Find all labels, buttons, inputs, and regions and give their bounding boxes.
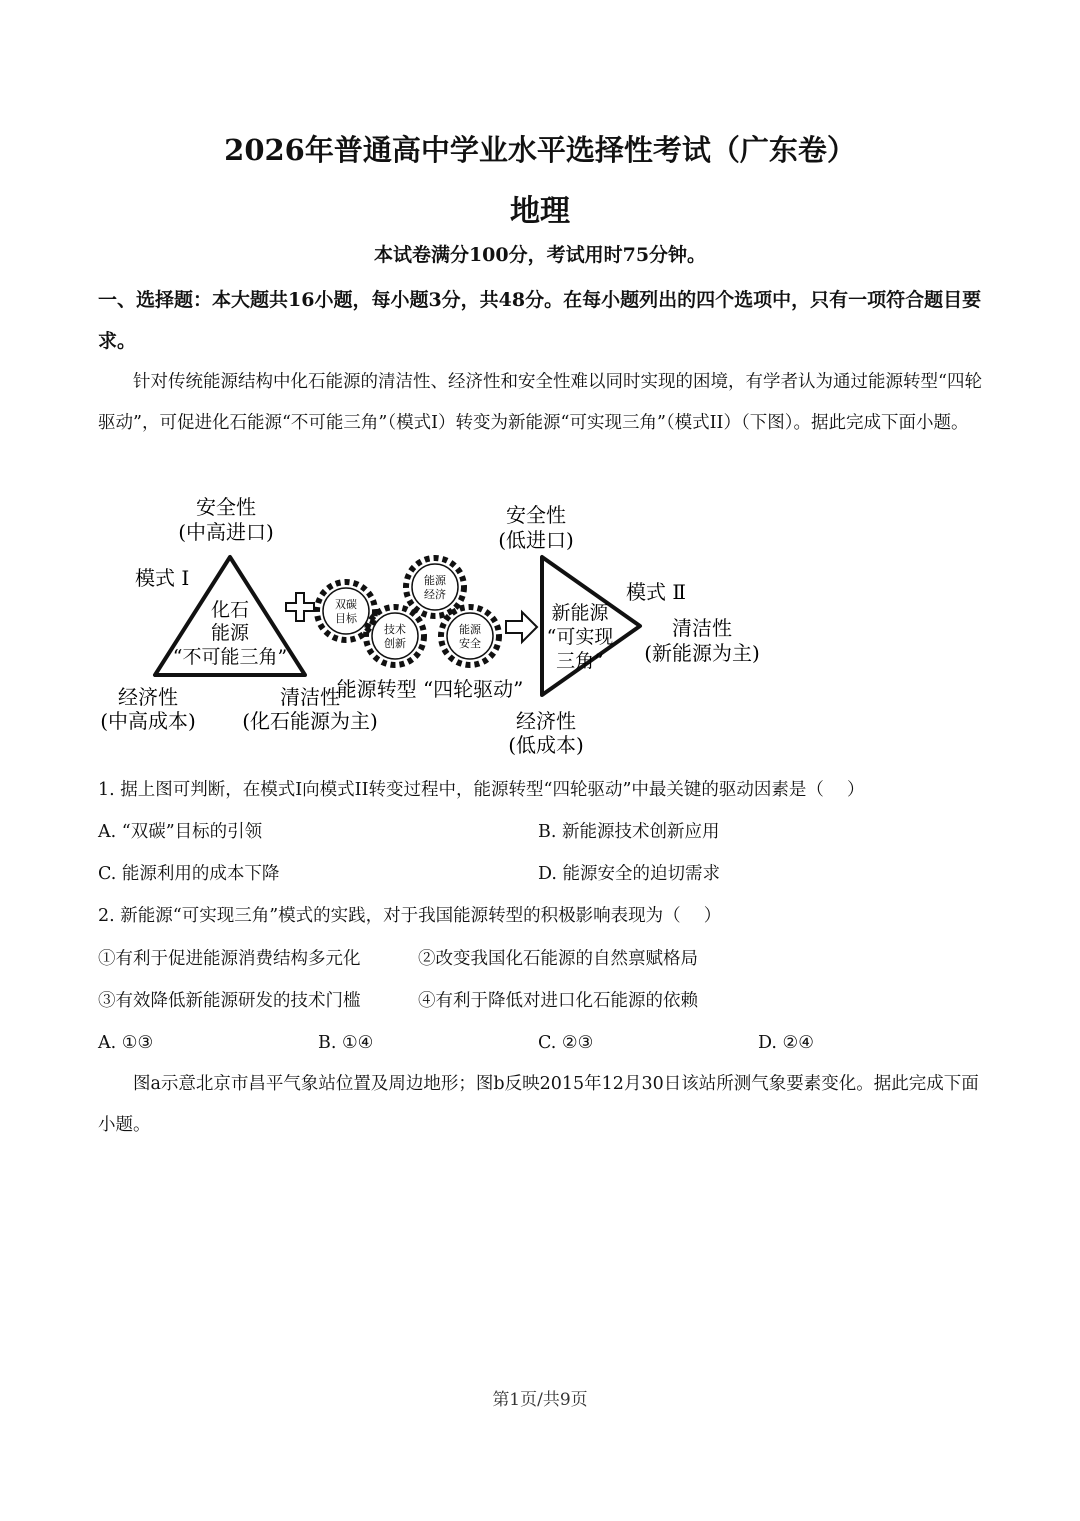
- right-bottom-label: 经济性: [516, 709, 576, 733]
- left-br-label: 清洁性: [280, 685, 340, 709]
- plus-icon: [286, 593, 314, 621]
- left-center-line-2: 能源: [210, 622, 250, 644]
- right-center-line-1: 新能源: [551, 602, 609, 624]
- left-bl-label: 经济性: [118, 685, 178, 709]
- gear-icon: [441, 607, 499, 665]
- q2-option-a[interactable]: A. ①③: [98, 1033, 154, 1053]
- gear-cluster: [317, 558, 523, 701]
- arrow-right-icon: [506, 612, 537, 642]
- q2-option-c[interactable]: C. ②③: [538, 1033, 594, 1053]
- gear-label-3b: 创新: [384, 637, 406, 650]
- gear-label-3a: 技术: [384, 623, 406, 636]
- left-bl-sub: (中高成本): [100, 709, 196, 733]
- gear-label-2b: 经济: [424, 588, 446, 601]
- exam-title: 2026年普通高中学业水平选择性考试（广东卷）: [224, 133, 856, 167]
- question-1-stem: 1. 据上图可判断，在模式I向模式II转变过程中，能源转型“四轮驱动”中最关键的驱动因素是（ ）: [98, 780, 865, 800]
- right-mode-label: 模式 Ⅱ: [626, 580, 686, 604]
- left-center-line-3: “不可能三角”: [172, 646, 288, 668]
- right-triangle: [498, 503, 760, 757]
- passage-1: 针对传统能源结构中化石能源的清洁性、经济性和安全性难以同时实现的困境，有学者认为通过能源转型“四轮驱动”，可促进化石能源“不可能三角”（模式I）转变为新能源“可实现三角”（模式II）（下图）。据此完成下面小题。: [98, 372, 982, 433]
- gear-label-1a: 双碳: [335, 598, 357, 611]
- q1-option-a[interactable]: A. “双碳”目标的引领: [98, 822, 263, 842]
- right-center-line-2: “可实现: [546, 626, 614, 648]
- question-2-stem: 2. 新能源“可实现三角”模式的实践，对于我国能源转型的积极影响表现为（ ）: [98, 906, 722, 926]
- left-mode-label: 模式 I: [135, 566, 190, 590]
- passage-2: 图a示意北京市昌平气象站位置及周边地形；图b反映2015年12月30日该站所测气象要素变化。据此完成下面小题。: [98, 1074, 979, 1135]
- q2-option-b[interactable]: B. ①④: [318, 1033, 374, 1053]
- section-heading: 一、选择题：本大题共16小题，每小题3分，共48分。在每小题列出的四个选项中，只有一项符合题目要求。: [98, 289, 982, 352]
- q2-statement-3: ③有效降低新能源研发的技术门槛: [98, 991, 361, 1011]
- left-top-sub: (中高进口): [178, 520, 274, 544]
- gear-label-1b: 目标: [335, 612, 357, 625]
- page-number: 第1页/共9页: [492, 1390, 588, 1410]
- right-top-label: 安全性: [506, 503, 566, 527]
- left-top-label: 安全性: [196, 495, 256, 519]
- q1-option-b[interactable]: B. 新能源技术创新应用: [538, 822, 720, 842]
- exam-note: 本试卷满分100分，考试用时75分钟。: [373, 244, 707, 266]
- gear-caption: 能源转型 “四轮驱动”: [336, 677, 524, 701]
- q1-option-d[interactable]: D. 能源安全的迫切需求: [538, 864, 721, 884]
- left-br-sub: (化石能源为主): [242, 709, 378, 733]
- q1-option-c[interactable]: C. 能源利用的成本下降: [98, 864, 280, 884]
- gear-label-4b: 安全: [459, 637, 481, 650]
- gear-label-2a: 能源: [424, 574, 446, 587]
- q2-option-d[interactable]: D. ②④: [758, 1033, 814, 1053]
- q2-statement-2: ②改变我国化石能源的自然禀赋格局: [418, 949, 698, 969]
- right-right-sub: (新能源为主): [644, 641, 760, 665]
- q2-statement-1: ①有利于促进能源消费结构多元化: [98, 949, 361, 969]
- right-right-label: 清洁性: [672, 616, 732, 640]
- gear-label-4a: 能源: [459, 623, 481, 636]
- gear-icon: [406, 558, 464, 616]
- right-center-line-3: 三角”: [556, 650, 604, 672]
- gear-icon: [317, 582, 375, 640]
- left-center-line-1: 化石: [210, 599, 250, 621]
- right-bottom-sub: (低成本): [508, 733, 584, 757]
- right-top-sub: (低进口): [498, 528, 574, 552]
- energy-triangle-diagram: [90, 495, 790, 765]
- subject-title: 地理: [510, 194, 570, 229]
- q2-statement-4: ④有利于降低对进口化石能源的依赖: [418, 991, 698, 1011]
